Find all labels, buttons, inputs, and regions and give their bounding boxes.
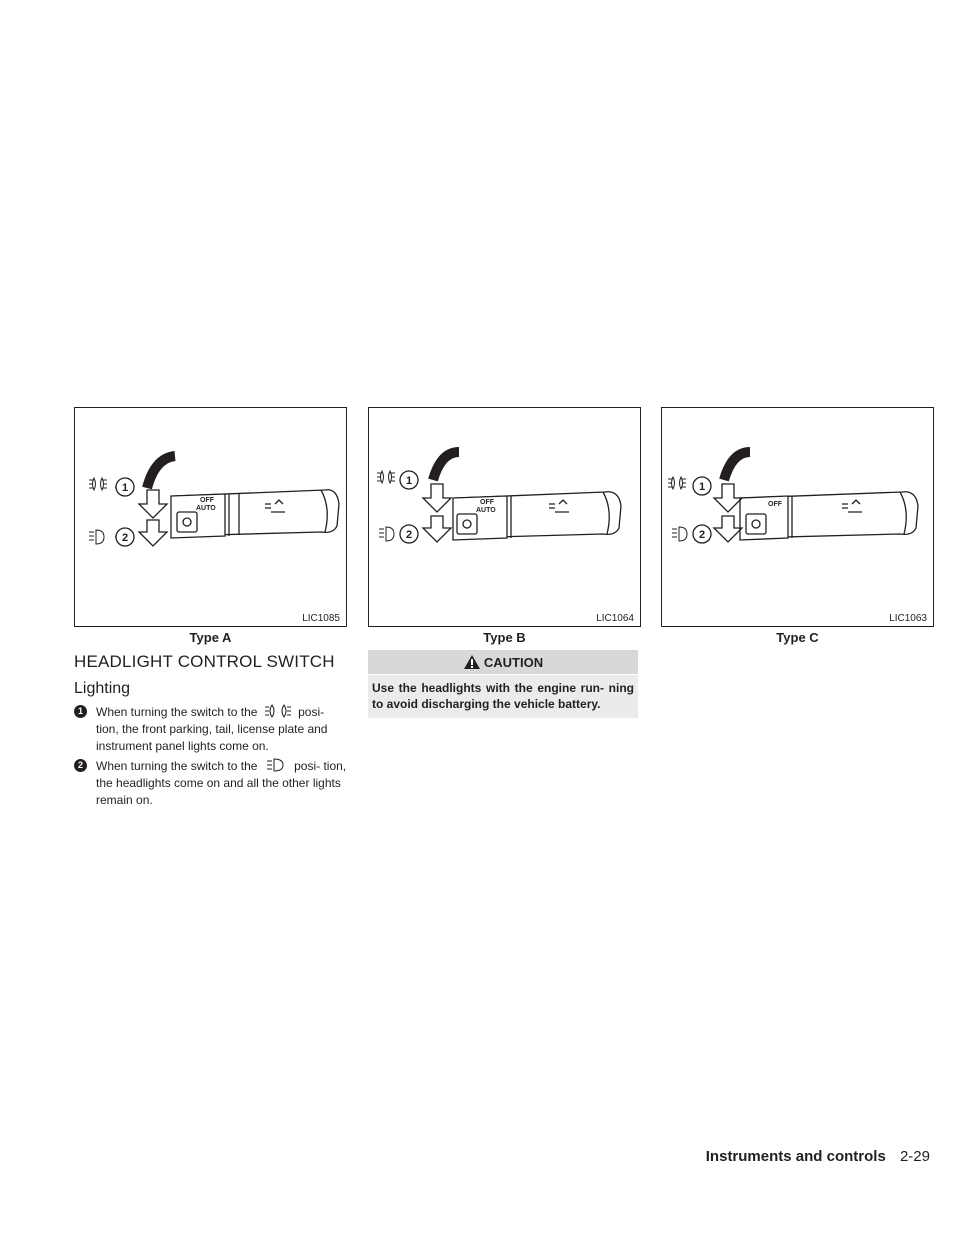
switch-illustration xyxy=(75,408,348,628)
step-text-after: posi- tion, the headlights come on and all the other lights remain on. xyxy=(96,759,347,807)
parking-light-icon xyxy=(377,471,395,483)
switch-illustration xyxy=(662,408,935,628)
step-1 xyxy=(74,704,350,755)
callout-2: 2 xyxy=(698,529,706,541)
switch-label-off: OFF xyxy=(480,499,494,506)
switch-label-auto: AUTO xyxy=(196,505,216,512)
callout-1: 1 xyxy=(405,475,413,487)
headlight-icon xyxy=(379,527,394,541)
switch-label-off: OFF xyxy=(200,497,214,504)
switch-label-auto: AUTO xyxy=(476,507,496,514)
step-2 xyxy=(74,758,350,809)
step-text-before: When turning the switch to the xyxy=(96,705,258,719)
figure-caption-a: Type A xyxy=(189,630,232,645)
headlight-icon xyxy=(89,530,104,544)
callout-2: 2 xyxy=(121,532,129,544)
caution-text: Use the headlights with the engine run- ning to avoid discharging the vehicle battery. xyxy=(368,675,638,718)
switch-label-off: OFF xyxy=(768,501,782,508)
figure-code: LIC1063 xyxy=(889,613,927,624)
parking-light-icon xyxy=(89,478,107,490)
figure-type-b xyxy=(368,407,641,627)
section-subheading: Lighting xyxy=(74,680,131,697)
headlight-icon xyxy=(672,527,687,541)
parking-light-icon xyxy=(668,477,686,489)
callout-2: 2 xyxy=(405,529,413,541)
switch-illustration xyxy=(369,408,642,628)
figure-code: LIC1085 xyxy=(302,613,340,624)
footer-section: Instruments and controls xyxy=(705,1148,886,1165)
headlight-icon xyxy=(261,758,291,772)
caution-header xyxy=(368,650,638,674)
caution-box xyxy=(368,650,638,718)
figure-type-c xyxy=(661,407,934,627)
page-footer xyxy=(706,1148,930,1165)
caution-title: CAUTION xyxy=(483,654,544,670)
callout-1: 1 xyxy=(121,482,129,494)
parking-light-icon xyxy=(261,704,295,718)
figure-caption-b: Type B xyxy=(483,630,526,645)
step-number: 2 xyxy=(74,759,87,772)
step-number: 1 xyxy=(74,705,87,718)
figure-caption-c: Type C xyxy=(776,630,819,645)
warning-triangle-icon xyxy=(463,654,481,670)
figure-type-a xyxy=(74,407,347,627)
page-number: 2-29 xyxy=(899,1148,930,1165)
callout-1: 1 xyxy=(698,481,706,493)
step-text-before: When turning the switch to the xyxy=(96,759,258,773)
step-text-after: posi- tion, the front parking, tail, license plate and instrument panel lights come on. xyxy=(96,705,328,753)
section-heading: HEADLIGHT CONTROL SWITCH xyxy=(74,652,335,671)
figure-code: LIC1064 xyxy=(596,613,634,624)
